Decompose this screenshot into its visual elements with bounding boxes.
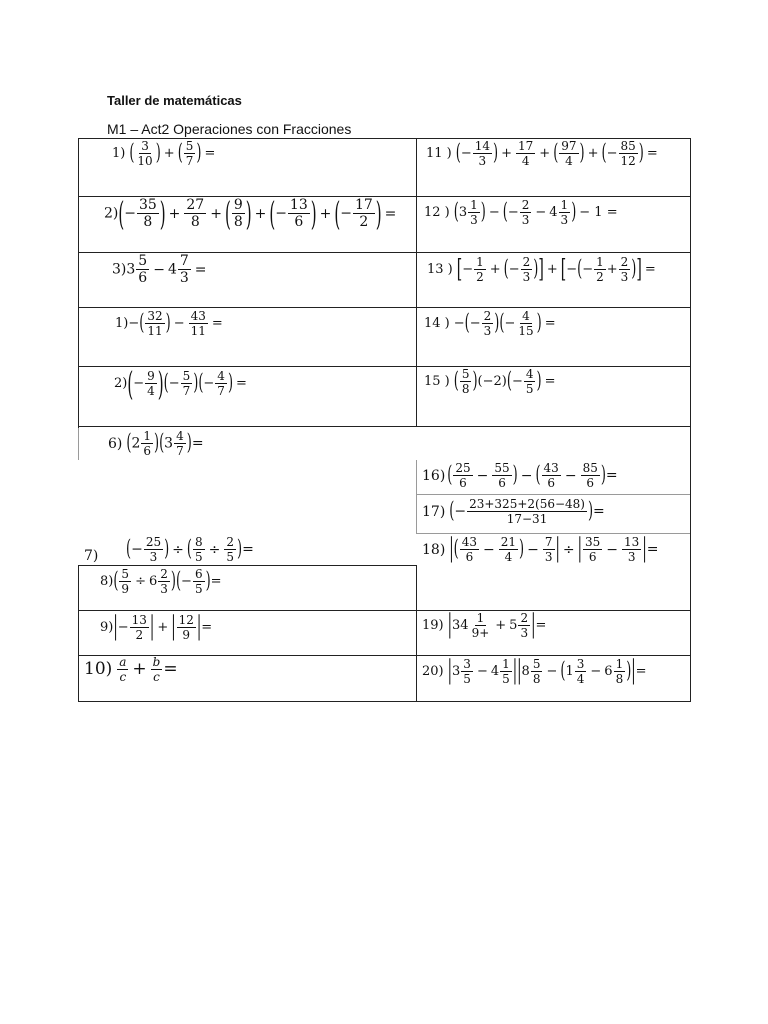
exercise-number: 8) xyxy=(100,574,114,589)
exercise-9: 9)|− $\frac{13}{2}$ | + | $\frac{12}{9}$ |= xyxy=(100,612,213,643)
exercise-18: 18) |( $\frac{43}{6}$ − $\frac{21}{4}$ ) − $\frac{7}{3}$ | ÷ | $\frac{35}{6}$ − $\frac{13}{3}$ |= xyxy=(422,534,659,565)
exercise-6: 6) (2 $\frac{1}{6}$ )(3 $\frac{4}{7}$ )= xyxy=(108,429,204,458)
exercise-2: 2)(− $\frac{35}{8}$ ) + $\frac{27}{8}$ + ( $\frac{9}{8}$ ) + (− $\frac{13}{6}$ ) + (− $\frac{17}{2}$ ) = xyxy=(104,193,397,234)
exercise-number: 15 ) xyxy=(424,374,450,389)
exercise-4: 1)−( $\frac{32}{11}$ ) − $\frac{43}{11}$ = xyxy=(115,309,223,338)
exercise-17: 17) (− $\frac{23+325+2(56-48)}{17-31}$ )= xyxy=(422,497,605,526)
exercise-11: 11 ) (− $\frac{14}{3}$ ) + $\frac{17}{4}$ + ( $\frac{97}{4}$ ) + (− $\frac{85}{12}$ ) = xyxy=(426,139,658,168)
worksheet-subtitle: M1 – Act2 Operaciones con Fracciones xyxy=(107,121,352,137)
exercise-number: 7) xyxy=(84,548,99,564)
exercise-number: 2) xyxy=(104,205,119,222)
exercise-number: 16) xyxy=(422,467,446,484)
exercise-7-label xyxy=(84,548,98,564)
exercise-number: 12 ) xyxy=(424,205,450,220)
exercise-number: 6) xyxy=(108,435,123,452)
exercise-3: 3)3 $\frac{5}{6}$ − 4 $\frac{7}{3}$ = xyxy=(112,253,207,286)
exercise-5: 2)(− $\frac{9}{4}$ )(− $\frac{5}{7}$ )(− $\frac{4}{7}$ ) = xyxy=(114,363,247,404)
exercise-number: 1) xyxy=(112,146,126,161)
exercise-13: 13 ) [− $\frac{1}{2}$ + (− $\frac{2}{3}$ )] + [−(− $\frac{1}{2}$ + $\frac{2}{3}$ )] = xyxy=(427,255,656,284)
exercise-15: 15 ) ( $\frac{5}{8}$ )(−2)(− $\frac{4}{5}$ ) = xyxy=(424,367,556,396)
exercise-19: 19) |34 $\frac{1}{9+}$ + 5 $\frac{2}{3}$ |= xyxy=(422,610,547,641)
exercise-12: 12 ) (3 $\frac{1}{3}$ ) − (− $\frac{2}{3}$ − 4 $\frac{1}{3}$ ) − 1 = xyxy=(424,198,618,227)
exercise-1: 1) ( $\frac{3}{10}$ ) + ( $\frac{5}{7}$ ) = xyxy=(112,139,216,168)
exercise-number: 3) xyxy=(112,261,127,278)
exercise-10: 10) $\frac{a}{c}$ + $\frac{b}{c}$ = xyxy=(84,655,178,684)
exercise-number: 14 ) xyxy=(424,316,450,331)
exercise-number: 19) xyxy=(422,618,444,633)
exercise-20: 20) |3 $\frac{3}{5}$ − 4 $\frac{1}{5}$ ||8 $\frac{5}{8}$ − (1 $\frac{3}{4}$ − 6 $\frac{1}{8}$ )|= xyxy=(422,656,647,687)
exercise-number: 18) xyxy=(422,541,446,558)
exercise-number: 20) xyxy=(422,664,444,679)
worksheet-title: Taller de matemáticas xyxy=(107,93,242,108)
exercise-8: 8)( $\frac{5}{9}$ ÷ 6 $\frac{2}{3}$ )(− $\frac{6}{5}$ )= xyxy=(100,567,222,596)
exercise-number: 17) xyxy=(422,503,446,520)
exercise-14: 14 ) −(− $\frac{2}{3}$ )(− $\frac{4}{15}$ ) = xyxy=(424,309,556,338)
exercise-number: 13 ) xyxy=(427,262,453,277)
exercise-number: 9) xyxy=(100,620,114,635)
exercise-number: 1) xyxy=(115,316,129,331)
exercise-16: 16) ( $\frac{25}{6}$ − $\frac{55}{6}$ ) − ( $\frac{43}{6}$ − $\frac{85}{6}$ )= xyxy=(422,461,618,490)
exercise-number: 10) xyxy=(84,659,113,679)
exercise-7: (− $\frac{25}{3}$ ) ÷ ( $\frac{8}{5}$ ÷ $\frac{2}{5}$ )= xyxy=(126,535,254,564)
exercise-number: 11 ) xyxy=(426,146,452,161)
exercise-number: 2) xyxy=(114,376,128,391)
